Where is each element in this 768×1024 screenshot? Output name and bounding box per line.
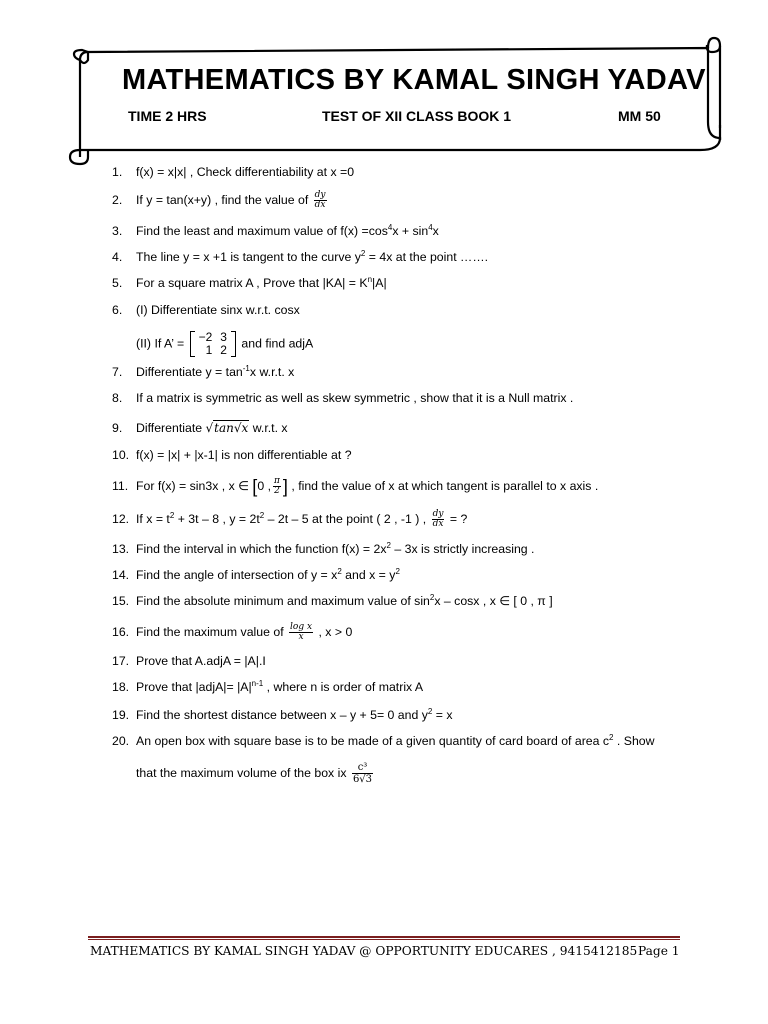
question-6: 6. (I) Differentiate sinx w.r.t. cosx [112,303,300,317]
question-13: 13. Find the interval in which the function $f(x) = 2x^2 - 3x$ is strictly increasing . [112,541,535,556]
marks-label: MM 50 [618,108,661,124]
question-4: 4. The line y = x +1 is tangent to the curve $y^2 = 4x$ at the point ……. [112,249,489,264]
sqrt-expression: √tan√x [205,421,249,435]
question-6-part-2: (II) If A’ = −2 3 1 2 and find adjA [136,330,314,357]
question-10: 10. f(x) = |x| + |x-1| is non differentiable at ? [112,448,352,462]
fraction: $\frac{\text{log x}}{x}$ [290,622,313,642]
question-19: 19. Find the shortest distance between x – y + 5= 0 and $y^2 = x$ [112,707,453,722]
question-11: 11. For f(x) = sin3x , x ∈ [0 , $\frac{\pi}{2}$ ] , find the value of x at which tangent is parallel to x axis . [112,476,599,497]
page-title: MATHEMATICS BY KAMAL SINGH YADAV [122,64,706,96]
question-7: 7. Differentiate $y = \tan^{-1}x$ w.r.t. x [112,364,295,379]
question-20-continued: that the maximum volume of the box ix $\frac{\text{c³}}{6√3}$ [136,762,373,785]
question-18: 18. Prove that |adjA|= $|A|^{n-1}$ , where n is order of matrix A [112,679,424,694]
page-number: Page 1 [638,944,680,958]
question-9: 9. Differentiate √tan√x w.r.t. x [112,421,288,435]
question-1: 1. f(x) = x|x| , Check differentiability at x =0 [112,165,355,179]
footer-divider-thin [88,939,680,940]
fraction: $\frac{dy}{dx}$ [432,509,444,529]
matrix: −2 3 1 2 [190,331,236,357]
question-20: 20. An open box with square base is to be made of a given quantity of card board of area $c^2$ . Show [112,733,655,748]
question-5: 5. For a square matrix A , Prove that $|KA| = K^n|A|$ [112,275,387,290]
question-12: 12. If $x = t^2 + 3t - 8$ , $y = 2t^2 - 2t - 5$ at the point ( 2 , -1 ) , $\frac{dy}{dx}$ = ? [112,509,468,529]
time-label: TIME 2 HRS [128,108,207,124]
fraction: $\frac{dy}{dx}$ [314,190,326,210]
question-14: 14. Find the angle of intersection of $y = x^2$ and $x = y^2$ [112,567,400,582]
question-15: 15. Find the absolute minimum and maximum value of $\sin^2x$ – cosx , x ∈ [ 0 , π ] [112,593,553,608]
question-17: 17. Prove that A.adjA = |A|.I [112,654,266,668]
fraction: $\frac{\pi}{2}$ [274,476,280,496]
question-8: 8. If a matrix is symmetric as well as skew symmetric , show that it is a Null matrix . [112,391,574,405]
question-16: 16. Find the maximum value of $\frac{\text{log x}}{x}$ , x > 0 [112,622,353,642]
fraction: $\frac{\text{c³}}{6√3}$ [352,762,373,785]
footer-text: MATHEMATICS BY KAMAL SINGH YADAV @ OPPORTUNITY EDUCARES , 9415412185 [90,944,638,958]
question-3: 3. Find the least and maximum value of $f(x) =\cos^4x + \sin^4x$ [112,223,439,238]
footer-divider [88,936,680,938]
test-label: TEST OF XII CLASS BOOK 1 [322,108,512,124]
question-2: 2. If y = tan(x+y) , find the value of $\frac{dy}{dx}$ [112,190,326,210]
